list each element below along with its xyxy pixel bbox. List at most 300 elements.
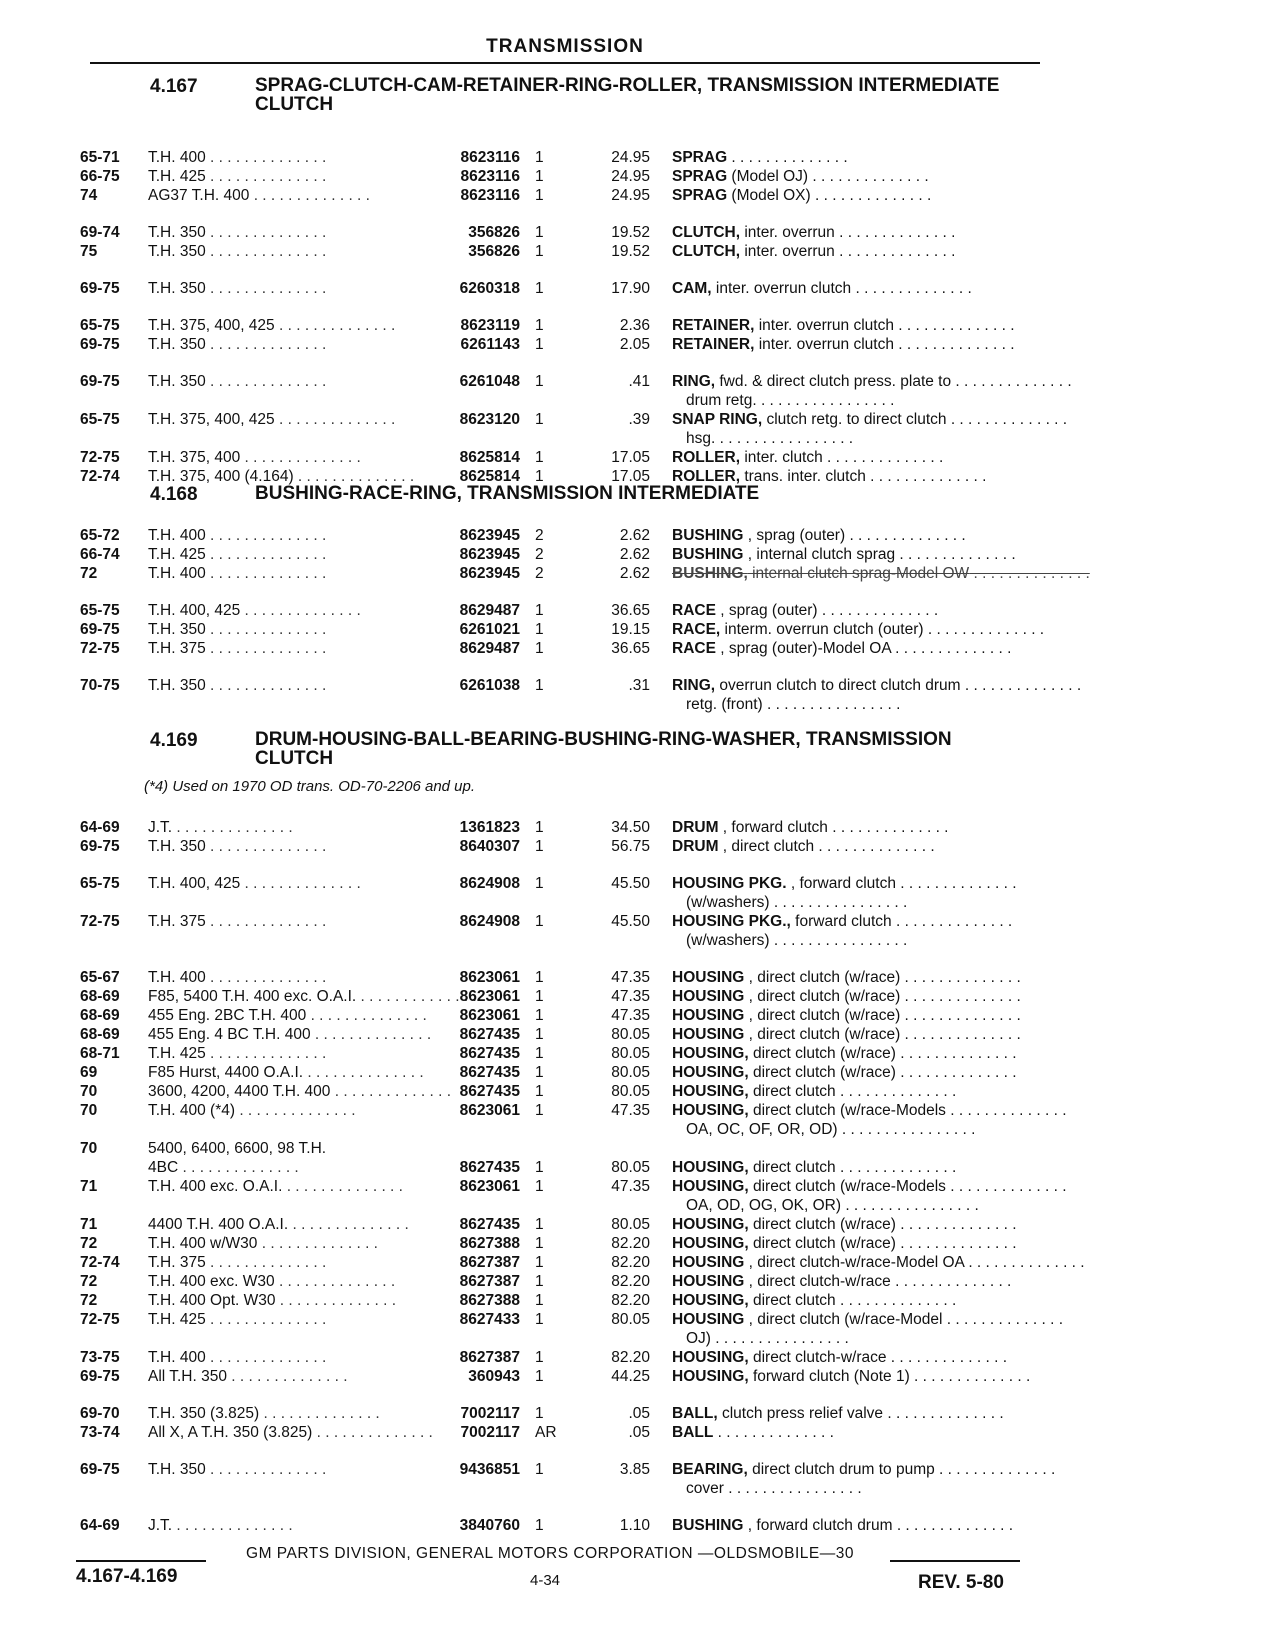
- table-row: [0, 1006, 1280, 1025]
- quantity: 1: [535, 1178, 544, 1195]
- part-number: 8623061: [459, 1007, 520, 1024]
- header-rule: [90, 62, 1040, 64]
- quantity: AR: [535, 1424, 557, 1441]
- model-application: T.H. 375, 400 . . . . . . . . . . . . . .: [148, 449, 361, 466]
- section-number: 4.167: [150, 76, 198, 97]
- quantity: 1: [535, 913, 544, 930]
- quantity: 1: [535, 838, 544, 855]
- year-range: 72-75: [80, 1311, 120, 1328]
- part-number: 8623120: [459, 411, 520, 428]
- price: 45.50: [611, 875, 650, 892]
- footer-publisher: GM PARTS DIVISION, GENERAL MOTORS CORPORATION —OLDSMOBILE—30: [246, 1545, 854, 1562]
- year-range: 65-75: [80, 875, 120, 892]
- price: 47.35: [611, 1102, 650, 1119]
- model-application: J.T. . . . . . . . . . . . . . .: [148, 819, 293, 836]
- table-row: [0, 167, 1280, 186]
- table-row: drum retg. . . . . . . . . . . . . . . . .: [0, 391, 1280, 410]
- table-row: [0, 335, 1280, 354]
- part-number: 6261143: [460, 336, 520, 353]
- price: 56.75: [611, 838, 650, 855]
- model-application: J.T. . . . . . . . . . . . . . .: [148, 1517, 293, 1534]
- price: 2.36: [619, 317, 650, 334]
- table-row: [0, 316, 1280, 335]
- quantity: 1: [535, 1102, 544, 1119]
- price: .31: [628, 677, 650, 694]
- part-number: 3840760: [459, 1517, 520, 1534]
- description-continuation: OA, OD, OG, OK, OR): [686, 1197, 842, 1214]
- year-range: 65-75: [80, 411, 120, 428]
- year-range: 64-69: [80, 819, 120, 836]
- model-application: T.H. 400, 425 . . . . . . . . . . . . . .: [148, 875, 361, 892]
- part-number: 6261038: [459, 677, 520, 694]
- table-row: [0, 1044, 1280, 1063]
- section-number: 4.169: [150, 730, 198, 751]
- part-number: 8629487: [459, 602, 520, 619]
- quantity: 1: [535, 621, 544, 638]
- part-description: RING, fwd. & direct clutch press. plate to . . . . . . . . . . . . . .: [672, 373, 1072, 390]
- table-row: [0, 1139, 1280, 1158]
- part-description: BUSHING, internal clutch sprag-Model OW . . . . . . . . . . . . . .: [672, 565, 1090, 582]
- part-number: 8627433: [459, 1311, 520, 1328]
- quantity: 2: [535, 546, 544, 563]
- table-row: (w/washers) . . . . . . . . . . . . . . . .: [0, 893, 1280, 912]
- table-row: hsg. . . . . . . . . . . . . . . . .: [0, 429, 1280, 448]
- quantity: 2: [535, 565, 544, 582]
- part-description: RACE , sprag (outer) . . . . . . . . . . . . . .: [672, 602, 939, 619]
- section-heading: [0, 484, 1280, 504]
- quantity: 1: [535, 969, 544, 986]
- table-row: [0, 1272, 1280, 1291]
- price: 2.62: [619, 546, 650, 563]
- table-row: [0, 1310, 1280, 1329]
- price: 19.15: [611, 621, 650, 638]
- price: 80.05: [611, 1216, 650, 1233]
- year-range: 69-75: [80, 1461, 120, 1478]
- table-row: [0, 837, 1280, 856]
- year-range: 71: [80, 1178, 98, 1195]
- part-number: 1361823: [459, 819, 520, 836]
- part-description: BEARING, direct clutch drum to pump . . . . . . . . . . . . . .: [672, 1461, 1056, 1478]
- description-continuation: (w/washers): [686, 932, 770, 949]
- quantity: 1: [535, 1064, 544, 1081]
- quantity: 1: [535, 243, 544, 260]
- table-row: [0, 148, 1280, 167]
- price: .39: [628, 411, 650, 428]
- quantity: 1: [535, 677, 544, 694]
- quantity: 1: [535, 1349, 544, 1366]
- part-number: 360943: [468, 1368, 520, 1385]
- section-title: SPRAG-CLUTCH-CAM-RETAINER-RING-ROLLER, TRANSMISSION INTERMEDIATE CLUTCH: [255, 75, 1000, 115]
- price: 2.62: [619, 527, 650, 544]
- quantity: 1: [535, 640, 544, 657]
- model-application: T.H. 350 . . . . . . . . . . . . . .: [148, 243, 327, 260]
- table-row: [0, 1082, 1280, 1101]
- price: 82.20: [611, 1292, 650, 1309]
- quantity: 1: [535, 449, 544, 466]
- part-description: HOUSING , direct clutch-w/race-Model OA . . . . . . . . . . . . . .: [672, 1254, 1085, 1271]
- section-4-168: [0, 483, 1280, 713]
- part-number: 8624908: [459, 875, 520, 892]
- part-description: HOUSING , direct clutch (w/race) . . . . . . . . . . . . . .: [672, 1007, 1021, 1024]
- price: .05: [628, 1424, 650, 1441]
- price: 82.20: [611, 1349, 650, 1366]
- footer-rule-right: [890, 1560, 1020, 1562]
- table-row: OA, OD, OG, OK, OR) . . . . . . . . . . . . . . . .: [0, 1196, 1280, 1215]
- table-row: [0, 1253, 1280, 1272]
- part-number: 8623119: [460, 317, 520, 334]
- price: 45.50: [611, 913, 650, 930]
- part-description: DRUM , direct clutch . . . . . . . . . . . . . .: [672, 838, 935, 855]
- table-row: [0, 1234, 1280, 1253]
- part-description: HOUSING, direct clutch . . . . . . . . . . . . . .: [672, 1159, 957, 1176]
- quantity: 1: [535, 1292, 544, 1309]
- model-application: 4BC . . . . . . . . . . . . . .: [148, 1159, 299, 1176]
- part-number: 356826: [468, 243, 520, 260]
- table-row: [0, 1291, 1280, 1310]
- part-number: 8627435: [459, 1045, 520, 1062]
- model-application: 4400 T.H. 400 O.A.I. . . . . . . . . . . . . . .: [148, 1216, 409, 1233]
- year-range: 73-75: [80, 1349, 120, 1366]
- part-description: HOUSING, direct clutch . . . . . . . . . . . . . .: [672, 1292, 957, 1309]
- footer-revision: REV. 5-80: [918, 1572, 1004, 1593]
- year-range: 69-74: [80, 224, 120, 241]
- part-number: 8624908: [459, 913, 520, 930]
- year-range: 71: [80, 1216, 98, 1233]
- year-range: 69-75: [80, 373, 120, 390]
- part-number: 8640307: [459, 838, 520, 855]
- part-number: 8623061: [459, 1178, 520, 1195]
- quantity: 1: [535, 988, 544, 1005]
- price: 80.05: [611, 1026, 650, 1043]
- table-row: [0, 676, 1280, 695]
- table-row: [0, 1063, 1280, 1082]
- year-range: 65-67: [80, 969, 120, 986]
- part-description: BALL . . . . . . . . . . . . . .: [672, 1424, 834, 1441]
- quantity: 1: [535, 1007, 544, 1024]
- price: 24.95: [611, 187, 650, 204]
- model-application: 3600, 4200, 4400 T.H. 400 . . . . . . . . . . . . . .: [148, 1083, 452, 1100]
- model-application: T.H. 400 Opt. W30 . . . . . . . . . . . . . .: [148, 1292, 397, 1309]
- part-number: 6260318: [459, 280, 520, 297]
- part-description: RING, overrun clutch to direct clutch drum . . . . . . . . . . . . . .: [672, 677, 1082, 694]
- part-number: 8627435: [459, 1064, 520, 1081]
- quantity: 1: [535, 1405, 544, 1422]
- model-application: T.H. 375 . . . . . . . . . . . . . .: [148, 640, 327, 657]
- quantity: 1: [535, 1368, 544, 1385]
- table-row: OA, OC, OF, OR, OD) . . . . . . . . . . . . . . . .: [0, 1120, 1280, 1139]
- part-number: 8629487: [459, 640, 520, 657]
- part-number: 7002117: [460, 1424, 520, 1441]
- section-4-167: [0, 75, 1280, 485]
- description-continuation: retg. (front): [686, 696, 763, 713]
- quantity: 1: [535, 1461, 544, 1478]
- quantity: 1: [535, 336, 544, 353]
- price: 2.05: [619, 336, 650, 353]
- price: 24.95: [611, 168, 650, 185]
- table-row: [0, 242, 1280, 261]
- table-row: [0, 912, 1280, 931]
- part-description: BALL, clutch press relief valve . . . . . . . . . . . . . .: [672, 1405, 1004, 1422]
- section-4-169: [0, 729, 1280, 1534]
- table-row: retg. (front) . . . . . . . . . . . . . . . .: [0, 695, 1280, 714]
- table-row: [0, 1423, 1280, 1442]
- year-range: 69: [80, 1064, 98, 1081]
- footer-section-range: 4.167-4.169: [76, 1566, 178, 1587]
- year-range: 72-75: [80, 913, 120, 930]
- price: 82.20: [611, 1235, 650, 1252]
- part-number: 8623116: [460, 149, 520, 166]
- year-range: 69-70: [80, 1405, 120, 1422]
- table-row: [0, 545, 1280, 564]
- quantity: 1: [535, 1273, 544, 1290]
- part-description: HOUSING, forward clutch (Note 1) . . . . . . . . . . . . . .: [672, 1368, 1031, 1385]
- price: 47.35: [611, 1007, 650, 1024]
- model-application: F85, 5400 T.H. 400 exc. O.A.I. . . . . . . . . . . . . . .: [148, 988, 477, 1005]
- part-description: SPRAG (Model OJ) . . . . . . . . . . . . . .: [672, 168, 929, 185]
- model-application: T.H. 350 . . . . . . . . . . . . . .: [148, 373, 327, 390]
- part-number: 8623061: [459, 1102, 520, 1119]
- table-row: [0, 1367, 1280, 1386]
- part-description: CLUTCH, inter. overrun . . . . . . . . . . . . . .: [672, 224, 956, 241]
- part-description: HOUSING, direct clutch-w/race . . . . . . . . . . . . . .: [672, 1349, 1008, 1366]
- part-description: ROLLER, trans. inter. clutch . . . . . . . . . . . . . .: [672, 468, 987, 485]
- year-range: 74: [80, 187, 98, 204]
- model-application: T.H. 375 . . . . . . . . . . . . . .: [148, 913, 327, 930]
- part-number: 8627387: [459, 1273, 520, 1290]
- year-range: 69-75: [80, 838, 120, 855]
- model-application: T.H. 350 . . . . . . . . . . . . . .: [148, 838, 327, 855]
- section-title: BUSHING-RACE-RING, TRANSMISSION INTERMEDIATE: [255, 483, 760, 504]
- year-range: 72-75: [80, 449, 120, 466]
- quantity: 1: [535, 168, 544, 185]
- parts-table: [0, 818, 1280, 1535]
- model-application: T.H. 425 . . . . . . . . . . . . . .: [148, 168, 327, 185]
- table-row: [0, 1516, 1280, 1535]
- quantity: 1: [535, 819, 544, 836]
- section-note: (*4) Used on 1970 OD trans. OD-70-2206 and up.: [144, 778, 476, 795]
- table-row: [0, 186, 1280, 205]
- price: 82.20: [611, 1254, 650, 1271]
- section-heading: [0, 729, 1280, 769]
- model-application: All X, A T.H. 350 (3.825) . . . . . . . . . . . . . .: [148, 1424, 433, 1441]
- model-application: T.H. 350 . . . . . . . . . . . . . .: [148, 621, 327, 638]
- price: 47.35: [611, 969, 650, 986]
- part-description: HOUSING PKG. , forward clutch . . . . . . . . . . . . . .: [672, 875, 1017, 892]
- year-range: 72-74: [80, 468, 120, 485]
- part-number: 8623945: [459, 527, 520, 544]
- year-range: 75: [80, 243, 98, 260]
- year-range: 66-74: [80, 546, 120, 563]
- part-description: DRUM , forward clutch . . . . . . . . . . . . . .: [672, 819, 949, 836]
- price: 24.95: [611, 149, 650, 166]
- part-description: CLUTCH, inter. overrun . . . . . . . . . . . . . .: [672, 243, 956, 260]
- part-description: HOUSING, direct clutch (w/race-Models . . . . . . . . . . . . . .: [672, 1178, 1067, 1195]
- part-description: SPRAG (Model OX) . . . . . . . . . . . . . .: [672, 187, 932, 204]
- quantity: 1: [535, 1235, 544, 1252]
- model-application: AG37 T.H. 400 . . . . . . . . . . . . . .: [148, 187, 370, 204]
- price: 17.90: [611, 280, 650, 297]
- year-range: 70: [80, 1140, 98, 1157]
- part-description: HOUSING, direct clutch (w/race) . . . . . . . . . . . . . .: [672, 1235, 1017, 1252]
- table-row: [0, 1101, 1280, 1120]
- price: 36.65: [611, 640, 650, 657]
- year-range: 69-75: [80, 1368, 120, 1385]
- year-range: 65-75: [80, 602, 120, 619]
- quantity: 1: [535, 224, 544, 241]
- part-number: 8627388: [459, 1235, 520, 1252]
- model-application: T.H. 400 exc. W30 . . . . . . . . . . . . . .: [148, 1273, 396, 1290]
- part-description: CAM, inter. overrun clutch . . . . . . . . . . . . . .: [672, 280, 972, 297]
- model-application: T.H. 375, 400 (4.164) . . . . . . . . . . . . . .: [148, 468, 415, 485]
- parts-table: [0, 148, 1280, 486]
- part-description: RETAINER, inter. overrun clutch . . . . . . . . . . . . . .: [672, 317, 1015, 334]
- description-continuation: OJ): [686, 1330, 711, 1347]
- part-description: SPRAG . . . . . . . . . . . . . .: [672, 149, 848, 166]
- price: 80.05: [611, 1311, 650, 1328]
- quantity: 1: [535, 1026, 544, 1043]
- table-row: [0, 1025, 1280, 1044]
- model-application: T.H. 350 . . . . . . . . . . . . . .: [148, 224, 327, 241]
- part-number: 6261048: [459, 373, 520, 390]
- model-application: T.H. 350 . . . . . . . . . . . . . .: [148, 677, 327, 694]
- quantity: 1: [535, 1045, 544, 1062]
- year-range: 72: [80, 1273, 98, 1290]
- year-range: 72: [80, 565, 98, 582]
- model-application: T.H. 425 . . . . . . . . . . . . . .: [148, 546, 327, 563]
- year-range: 72: [80, 1235, 98, 1252]
- description-continuation: cover: [686, 1480, 724, 1497]
- model-application: T.H. 425 . . . . . . . . . . . . . .: [148, 1045, 327, 1062]
- model-application: T.H. 425 . . . . . . . . . . . . . .: [148, 1311, 327, 1328]
- quantity: 1: [535, 1216, 544, 1233]
- model-application: T.H. 400, 425 . . . . . . . . . . . . . .: [148, 602, 361, 619]
- part-description: HOUSING , direct clutch (w/race) . . . . . . . . . . . . . .: [672, 1026, 1021, 1043]
- part-number: 8625814: [459, 468, 520, 485]
- table-row: [0, 1158, 1280, 1177]
- model-application: 5400, 6400, 6600, 98 T.H.: [148, 1140, 327, 1157]
- price: 80.05: [611, 1083, 650, 1100]
- part-description: HOUSING , direct clutch (w/race-Model . . . . . . . . . . . . . .: [672, 1311, 1064, 1328]
- price: 47.35: [611, 988, 650, 1005]
- quantity: 1: [535, 1254, 544, 1271]
- footer-rule-left: [76, 1560, 206, 1562]
- quantity: 1: [535, 602, 544, 619]
- part-number: 8623061: [459, 969, 520, 986]
- model-application: T.H. 400 . . . . . . . . . . . . . .: [148, 969, 327, 986]
- parts-table: [0, 526, 1280, 714]
- price: 2.62: [619, 565, 650, 582]
- quantity: 1: [535, 468, 544, 485]
- price: 17.05: [611, 468, 650, 485]
- quantity: 1: [535, 187, 544, 204]
- model-application: T.H. 400 w/W30 . . . . . . . . . . . . . .: [148, 1235, 378, 1252]
- part-description: HOUSING, direct clutch (w/race) . . . . . . . . . . . . . .: [672, 1064, 1017, 1081]
- part-number: 8627435: [459, 1026, 520, 1043]
- part-description: BUSHING , forward clutch drum . . . . . . . . . . . . . .: [672, 1517, 1014, 1534]
- table-row: [0, 601, 1280, 620]
- model-application: T.H. 375, 400, 425 . . . . . . . . . . . . . .: [148, 317, 396, 334]
- part-number: 8623116: [460, 187, 520, 204]
- year-range: 68-69: [80, 988, 120, 1005]
- year-range: 69-75: [80, 280, 120, 297]
- table-row: [0, 620, 1280, 639]
- description-continuation: OA, OC, OF, OR, OD): [686, 1121, 838, 1138]
- price: 34.50: [611, 819, 650, 836]
- part-description: SNAP RING, clutch retg. to direct clutch . . . . . . . . . . . . . .: [672, 411, 1068, 428]
- model-application: F85 Hurst, 4400 O.A.I. . . . . . . . . . . . . . .: [148, 1064, 424, 1081]
- year-range: 65-75: [80, 317, 120, 334]
- table-row: [0, 564, 1280, 583]
- section-heading: [0, 75, 1280, 115]
- description-continuation: drum retg.: [686, 392, 757, 409]
- year-range: 68-69: [80, 1026, 120, 1043]
- quantity: 1: [535, 1159, 544, 1176]
- model-application: T.H. 400 . . . . . . . . . . . . . .: [148, 565, 327, 582]
- model-application: T.H. 350 (3.825) . . . . . . . . . . . . . .: [148, 1405, 380, 1422]
- price: 36.65: [611, 602, 650, 619]
- quantity: 1: [535, 1517, 544, 1534]
- table-row: [0, 639, 1280, 658]
- part-number: 8623945: [459, 546, 520, 563]
- page-header: TRANSMISSION: [486, 36, 644, 57]
- table-row: [0, 1177, 1280, 1196]
- part-description: RACE , sprag (outer)-Model OA . . . . . . . . . . . . . .: [672, 640, 1012, 657]
- model-application: T.H. 350 . . . . . . . . . . . . . .: [148, 336, 327, 353]
- year-range: 72-75: [80, 640, 120, 657]
- part-number: 8623061: [459, 988, 520, 1005]
- part-number: 8627387: [459, 1254, 520, 1271]
- part-number: 356826: [468, 224, 520, 241]
- year-range: 66-75: [80, 168, 120, 185]
- model-application: T.H. 350 . . . . . . . . . . . . . .: [148, 1461, 327, 1478]
- part-description: HOUSING , direct clutch (w/race) . . . . . . . . . . . . . .: [672, 969, 1021, 986]
- part-number: 8627388: [459, 1292, 520, 1309]
- price: 19.52: [611, 243, 650, 260]
- table-row: [0, 1348, 1280, 1367]
- table-row: [0, 410, 1280, 429]
- quantity: 1: [535, 280, 544, 297]
- part-description: RACE, interm. overrun clutch (outer) . . . . . . . . . . . . . .: [672, 621, 1045, 638]
- table-row: [0, 372, 1280, 391]
- year-range: 73-74: [80, 1424, 120, 1441]
- price: 3.85: [619, 1461, 650, 1478]
- model-application: T.H. 400 . . . . . . . . . . . . . .: [148, 1349, 327, 1366]
- part-number: 8627387: [459, 1349, 520, 1366]
- price: .05: [628, 1405, 650, 1422]
- section-number: 4.168: [150, 484, 198, 505]
- year-range: 70-75: [80, 677, 120, 694]
- part-description: HOUSING PKG., forward clutch . . . . . . . . . . . . . .: [672, 913, 1013, 930]
- part-description: ROLLER, inter. clutch . . . . . . . . . . . . . .: [672, 449, 944, 466]
- part-description: BUSHING , sprag (outer) . . . . . . . . . . . . . .: [672, 527, 966, 544]
- model-application: T.H. 375, 400, 425 . . . . . . . . . . . . . .: [148, 411, 396, 428]
- table-row: [0, 1460, 1280, 1479]
- table-row: [0, 987, 1280, 1006]
- part-description: HOUSING, direct clutch (w/race-Models . . . . . . . . . . . . . .: [672, 1102, 1067, 1119]
- model-application: 455 Eng. 4 BC T.H. 400 . . . . . . . . . . . . . .: [148, 1026, 432, 1043]
- quantity: 1: [535, 1083, 544, 1100]
- part-description: HOUSING , direct clutch (w/race) . . . . . . . . . . . . . .: [672, 988, 1021, 1005]
- year-range: 72: [80, 1292, 98, 1309]
- description-continuation: (w/washers): [686, 894, 770, 911]
- table-row: (w/washers) . . . . . . . . . . . . . . . .: [0, 931, 1280, 950]
- table-row: [0, 448, 1280, 467]
- quantity: 1: [535, 149, 544, 166]
- part-number: 8627435: [459, 1216, 520, 1233]
- table-row: [0, 818, 1280, 837]
- part-number: 8623945: [459, 565, 520, 582]
- price: 47.35: [611, 1178, 650, 1195]
